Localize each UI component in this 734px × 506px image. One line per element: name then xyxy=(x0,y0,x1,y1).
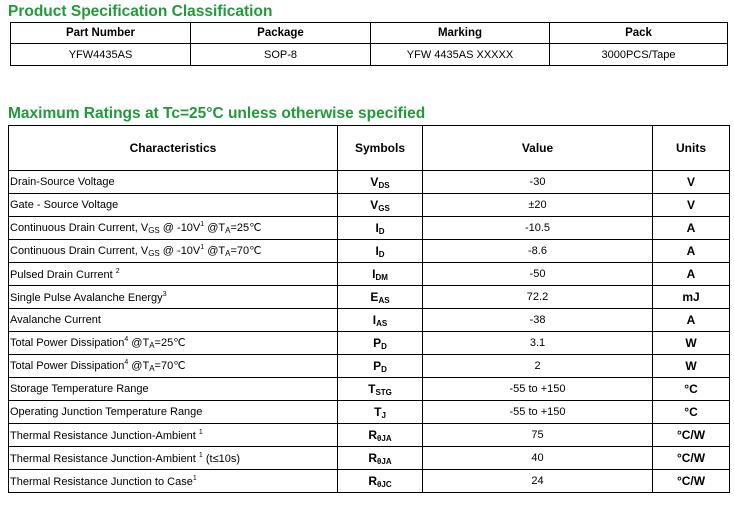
characteristic-text: @ -10V xyxy=(159,245,201,257)
symbol-subscript: D xyxy=(378,226,385,236)
header-characteristics: Characteristics xyxy=(9,126,338,171)
part-number-value: YFW4435AS xyxy=(11,44,191,66)
unit-cell: V xyxy=(653,171,730,194)
symbol-letter: E xyxy=(370,289,379,304)
table-row xyxy=(9,309,730,332)
table-row xyxy=(9,171,730,194)
unit-cell: A xyxy=(653,309,730,332)
value-cell: 75 xyxy=(423,424,653,447)
ratings-table xyxy=(8,125,730,493)
symbol-subscript: DS xyxy=(378,180,390,190)
characteristic-cell xyxy=(9,378,338,401)
header-package: Package xyxy=(191,23,371,44)
unit-cell: A xyxy=(653,217,730,240)
characteristic-text: @T xyxy=(128,337,150,349)
unit-cell: A xyxy=(653,263,730,286)
characteristic-cell xyxy=(9,447,338,470)
value-cell: 72.2 xyxy=(423,286,653,309)
symbol-letter: I xyxy=(372,266,376,281)
unit-cell: °C xyxy=(653,378,730,401)
header-value: Value xyxy=(423,126,653,171)
value-cell: -50 xyxy=(423,263,653,286)
symbol-subscript: STG xyxy=(375,387,392,397)
symbol-letter: R xyxy=(368,473,378,488)
symbol-cell xyxy=(338,240,423,263)
characteristic-cell xyxy=(9,217,338,240)
characteristic-text: Pulsed Drain Current xyxy=(10,268,116,281)
symbol-subscript: D xyxy=(381,341,387,351)
symbol-letter: I xyxy=(375,243,379,258)
characteristic-cell xyxy=(9,171,338,194)
symbol-cell xyxy=(338,332,423,355)
characteristic-subscript: A xyxy=(225,249,231,258)
spec-data-row xyxy=(11,44,728,66)
symbol-cell xyxy=(338,447,423,470)
symbol-cell xyxy=(338,171,423,194)
symbol-subscript: J xyxy=(381,410,386,420)
characteristic-subscript: A xyxy=(149,364,155,373)
unit-cell: °C xyxy=(653,401,730,424)
value-cell: -30 xyxy=(423,171,653,194)
symbol-cell xyxy=(338,263,423,286)
symbol-cell xyxy=(338,194,423,217)
table-row xyxy=(9,263,730,286)
characteristic-text: =25℃ xyxy=(230,222,262,234)
table-row xyxy=(9,355,730,378)
characteristic-cell xyxy=(9,263,338,286)
table-row xyxy=(9,378,730,401)
table-row xyxy=(9,286,730,309)
characteristic-cell xyxy=(9,470,338,493)
symbol-cell xyxy=(338,424,423,447)
symbol-letter: P xyxy=(373,335,382,350)
ratings-header-row xyxy=(9,126,730,171)
symbol-subscript: D xyxy=(378,249,385,259)
symbol-cell xyxy=(338,286,423,309)
symbol-subscript: GS xyxy=(378,203,390,213)
characteristic-text: =70℃ xyxy=(230,245,262,257)
marking-value: YFW 4435AS XXXXX xyxy=(371,44,550,66)
spec-header-row xyxy=(11,23,728,44)
value-cell: -55 to +150 xyxy=(423,378,653,401)
header-pack: Pack xyxy=(550,23,728,44)
symbol-letter: V xyxy=(370,174,379,189)
symbol-letter: R xyxy=(368,427,378,442)
symbol-letter: I xyxy=(375,220,379,235)
symbol-subscript: D xyxy=(381,364,387,374)
header-symbols: Symbols xyxy=(338,126,423,171)
characteristic-text: Thermal Resistance Junction to Case xyxy=(10,475,193,488)
symbol-cell xyxy=(338,217,423,240)
value-cell: ±20 xyxy=(423,194,653,217)
characteristic-cell xyxy=(9,240,338,263)
characteristic-subscript: GS xyxy=(148,226,160,235)
spec-table xyxy=(10,22,728,66)
value-cell: -38 xyxy=(423,309,653,332)
characteristic-text: Storage Temperature Range xyxy=(10,383,149,395)
characteristic-text: (t≤10s) xyxy=(202,452,241,465)
table-row xyxy=(9,470,730,493)
characteristic-text: Avalanche Current xyxy=(10,314,101,326)
characteristic-text: Single Pulse Avalanche Energy xyxy=(10,291,163,304)
symbol-cell xyxy=(338,355,423,378)
characteristic-cell xyxy=(9,332,338,355)
unit-cell: °C/W xyxy=(653,470,730,493)
symbol-cell xyxy=(338,378,423,401)
table-row xyxy=(9,194,730,217)
symbol-letter: T xyxy=(368,381,376,396)
value-cell: -55 to +150 xyxy=(423,401,653,424)
value-cell: -8.6 xyxy=(423,240,653,263)
characteristic-text: Total Power Dissipation xyxy=(10,337,125,349)
unit-cell: °C/W xyxy=(653,424,730,447)
characteristic-text: Continuous Drain Current, V xyxy=(10,245,149,257)
characteristic-subscript: GS xyxy=(148,249,160,258)
characteristic-cell xyxy=(9,286,338,309)
characteristic-subscript: A xyxy=(149,341,155,350)
value-cell: 40 xyxy=(423,447,653,470)
characteristic-text: =70℃ xyxy=(154,360,186,372)
characteristic-cell xyxy=(9,309,338,332)
characteristic-text: @T xyxy=(128,360,150,372)
characteristic-cell xyxy=(9,194,338,217)
symbol-cell xyxy=(338,309,423,332)
value-cell: 2 xyxy=(423,355,653,378)
symbol-letter: P xyxy=(373,358,382,373)
table-row xyxy=(9,447,730,470)
unit-cell: mJ xyxy=(653,286,730,309)
symbol-letter: I xyxy=(372,312,377,327)
table-row xyxy=(9,424,730,447)
characteristic-text: =25℃ xyxy=(154,337,186,349)
characteristic-text: Thermal Resistance Junction-Ambient xyxy=(10,452,199,465)
footnote-ref: 1 xyxy=(198,451,203,459)
symbol-subscript: AS xyxy=(376,318,388,328)
value-cell: 3.1 xyxy=(423,332,653,355)
characteristic-cell xyxy=(9,355,338,378)
symbol-subscript: θJA xyxy=(377,433,392,443)
characteristic-text: Total Power Dissipation xyxy=(10,360,125,372)
header-part-number: Part Number xyxy=(11,23,191,44)
footnote-ref: 1 xyxy=(192,474,197,482)
value-cell: 24 xyxy=(423,470,653,493)
value-cell: -10.5 xyxy=(423,217,653,240)
characteristic-cell xyxy=(9,401,338,424)
package-value: SOP-8 xyxy=(191,44,371,66)
unit-cell: W xyxy=(653,332,730,355)
characteristic-text: Drain-Source Voltage xyxy=(10,176,115,188)
table-row xyxy=(9,217,730,240)
symbol-letter: T xyxy=(374,404,382,419)
symbol-cell xyxy=(338,470,423,493)
spec-section-title: Product Specification Classification xyxy=(8,3,273,20)
footnote-ref: 1 xyxy=(200,221,205,228)
footnote-ref: 3 xyxy=(162,290,167,298)
characteristic-text: @T xyxy=(204,245,226,257)
table-row xyxy=(9,332,730,355)
symbol-subscript: AS xyxy=(378,295,390,305)
pack-value: 3000PCS/Tape xyxy=(550,44,728,66)
characteristic-text: @ -10V xyxy=(159,222,201,234)
characteristic-text: Gate - Source Voltage xyxy=(10,199,119,211)
footnote-ref: 4 xyxy=(124,359,129,366)
characteristic-text: Thermal Resistance Junction-Ambient xyxy=(10,429,199,442)
ratings-section-title: Maximum Ratings at Tc=25°C unless otherwise specified xyxy=(8,105,426,122)
unit-cell: A xyxy=(653,240,730,263)
unit-cell: V xyxy=(653,194,730,217)
characteristic-text: Operating Junction Temperature Range xyxy=(10,406,203,418)
header-marking: Marking xyxy=(371,23,550,44)
symbol-subscript: θJA xyxy=(377,456,392,466)
table-row xyxy=(9,401,730,424)
characteristic-cell xyxy=(9,424,338,447)
footnote-ref: 4 xyxy=(124,336,129,343)
symbol-letter: R xyxy=(368,450,378,465)
footnote-ref: 1 xyxy=(198,428,203,436)
characteristic-subscript: A xyxy=(225,226,231,235)
footnote-ref: 1 xyxy=(200,244,205,251)
header-units: Units xyxy=(653,126,730,171)
symbol-subscript: θJC xyxy=(377,479,392,489)
symbol-cell xyxy=(338,401,423,424)
symbol-letter: V xyxy=(370,197,379,212)
characteristic-text: @T xyxy=(204,222,226,234)
unit-cell: W xyxy=(653,355,730,378)
symbol-subscript: DM xyxy=(375,272,388,282)
unit-cell: °C/W xyxy=(653,447,730,470)
table-row xyxy=(9,240,730,263)
footnote-ref: 2 xyxy=(115,267,120,275)
characteristic-text: Continuous Drain Current, V xyxy=(10,222,149,234)
